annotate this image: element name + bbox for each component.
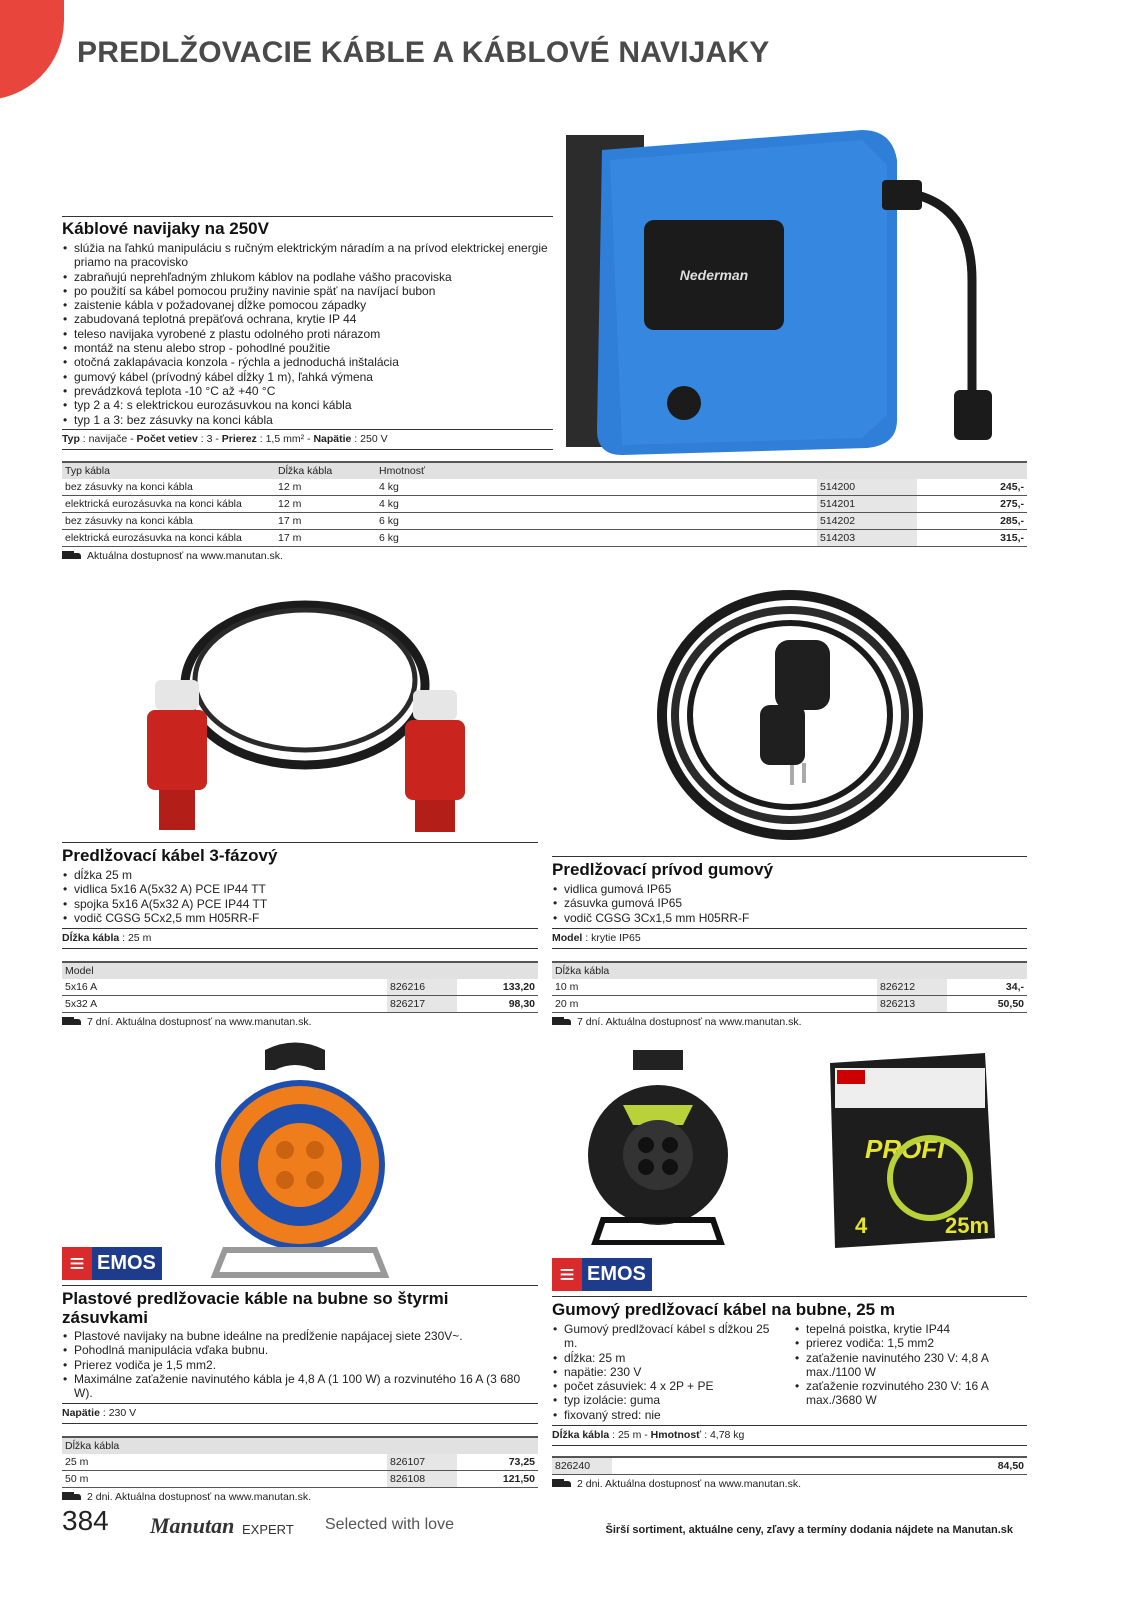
rubber-drum-availability: 2 dni. Aktuálna dostupnosť na www.manutan.sk. <box>552 1478 1027 1490</box>
list-item: • vodič CGSG 5Cx2,5 mm H05RR-F <box>62 911 538 925</box>
list-item: • Gumový predlžovací kábel s dĺžkou 25 m. <box>552 1322 782 1351</box>
list-item: • typ 2 a 4: s elektrickou eurozásuvkou na konci kábla <box>62 398 553 412</box>
table-row: 826240 84,50 <box>552 1457 1027 1475</box>
tagline: Selected with love <box>325 1516 454 1533</box>
three-phase-image <box>125 580 485 840</box>
list-item: • zásuvka gumová IP65 <box>552 896 1027 910</box>
three-phase-bullets <box>62 868 538 925</box>
plastic-drum-section <box>62 1247 538 1503</box>
corner-accent <box>0 0 64 100</box>
rubber-lead-section <box>552 856 1027 1028</box>
manutan-logo: Manutan <box>150 1513 235 1538</box>
column-header: Dĺžka kábla <box>552 962 1027 979</box>
list-item: • vidlica gumová IP65 <box>552 882 1027 896</box>
rubber-lead-image <box>650 585 930 845</box>
table-row: 25 m 826107 73,25 <box>62 1454 538 1471</box>
truck-icon <box>62 1492 82 1502</box>
reel-section <box>62 216 553 450</box>
product-box-image <box>825 1048 1000 1253</box>
cable-coil <box>185 605 425 765</box>
drum-sockets <box>258 1123 342 1207</box>
table-row: bez zásuvky na konci kábla 12 m 4 kg 514200 245,- <box>62 479 1027 496</box>
truck-icon <box>62 551 82 561</box>
emos-e-icon: ≡ <box>62 1247 92 1280</box>
rubber-drum-table <box>552 1456 1027 1475</box>
reel-brand: Nederman <box>679 267 749 283</box>
drum-handle <box>265 1043 325 1071</box>
rubber-drum-specs: Dĺžka kábla : 25 m - Hmotnosť : 4,78 kg <box>552 1425 1027 1446</box>
rubber-lead-availability: 7 dní. Aktuálna dostupnosť na www.manutan.sk. <box>552 1016 1027 1028</box>
list-item: • prevádzková teplota -10 °C až +40 °C <box>62 384 553 398</box>
table-row: 10 m 826212 34,- <box>552 979 1027 996</box>
list-item: • Maximálne zaťaženie navinutého kábla je 4,8 A (1 100 W) a rozvinutého 16 A (3 680 W). <box>62 1372 538 1401</box>
rubber-lead-table <box>552 961 1027 1013</box>
list-item: • tepelná poistka, krytie IP44 <box>794 1322 1004 1336</box>
list-item: • teleso navijaka vyrobené z plastu odolného proti nárazom <box>62 327 553 341</box>
table-row: 50 m 826108 121,50 <box>62 1471 538 1488</box>
reel-image <box>562 120 1030 460</box>
list-item: • vidlica 5x16 A(5x32 A) PCE IP44 TT <box>62 882 538 896</box>
list-item: • fixovaný stred: nie <box>552 1408 782 1422</box>
column-header: Model <box>62 962 538 979</box>
reel-knob <box>667 386 701 420</box>
list-item: • po použití sa kábel pomocou pružiny navinie späť na navíjací bubon <box>62 284 553 298</box>
column-header: Dĺžka kábla <box>275 462 376 479</box>
three-phase-section <box>62 842 538 1028</box>
column-header: Dĺžka kábla <box>62 1437 538 1454</box>
list-item: • Plastové navijaky na bubne ideálne na predĺženie napájacej siete 230V~. <box>62 1329 538 1343</box>
table-row: 5x16 A 826216 133,20 <box>62 979 538 996</box>
list-item: • zaťaženie rozvinutého 230 V: 16 A max./3680 W <box>794 1379 1004 1408</box>
right-plug <box>405 690 465 832</box>
table-row: elektrická eurozásuvka na konci kábla 17 m 6 kg 514203 315,- <box>62 530 1027 547</box>
list-item: • Prierez vodiča je 1,5 mm2. <box>62 1358 538 1372</box>
left-plug <box>147 680 207 830</box>
table-row: 20 m 826213 50,50 <box>552 995 1027 1012</box>
list-item: • napätie: 230 V <box>552 1365 782 1379</box>
reel-specs: Typ : navijače - Počet vetiev : 3 - Prierez : 1,5 mm² - Napätie : 250 V <box>62 429 553 450</box>
plastic-drum-title: Plastové predlžovacie káble na bubne so štyrmi zásuvkami <box>62 1289 449 1327</box>
reel-bullets <box>62 241 553 427</box>
list-item: • vodič CGSG 3Cx1,5 mm H05RR-F <box>552 911 1027 925</box>
footer-note: Širší sortiment, aktuálne ceny, zľavy a termíny dodania nájdete na Manutan.sk <box>605 1524 1013 1536</box>
column-header: Hmotnosť <box>376 462 817 479</box>
list-item: • počet zásuviek: 4 x 2P + PE <box>552 1379 782 1393</box>
rubber-drum-bullets <box>552 1322 1027 1422</box>
three-phase-title: Predlžovací kábel 3-fázový <box>62 846 278 865</box>
truck-icon <box>62 1017 82 1027</box>
list-item: • spojka 5x16 A(5x32 A) PCE IP44 TT <box>62 897 538 911</box>
list-item: • dĺžka 25 m <box>62 868 538 882</box>
plastic-drum-table <box>62 1436 538 1488</box>
reel-cable <box>917 195 972 390</box>
rubber-lead-specs: Model : krytie IP65 <box>552 928 1027 949</box>
list-item: • typ izolácie: guma <box>552 1393 782 1407</box>
plastic-drum-specs: Napätie : 230 V <box>62 1403 538 1424</box>
expert-label: EXPERT <box>242 1522 294 1537</box>
emos-logo: ≡ EMOS <box>552 1258 652 1291</box>
list-item: • Pohodlná manipulácia vďaka bubnu. <box>62 1343 538 1357</box>
reel-table-wrap <box>62 461 1027 562</box>
emos-logo: ≡ EMOS <box>62 1247 162 1280</box>
column-header: Typ kábla <box>62 462 275 479</box>
plastic-drum-bullets <box>62 1329 538 1400</box>
three-phase-availability: 7 dní. Aktuálna dostupnosť na www.manutan.sk. <box>62 1016 538 1028</box>
rubber-drum-section <box>552 1258 1027 1490</box>
list-item: • zaistenie kábla v požadovanej dĺžke pomocou západky <box>62 298 553 312</box>
rubber-drum-image <box>583 1045 733 1245</box>
three-phase-specs: Dĺžka kábla : 25 m <box>62 928 538 949</box>
reel-availability: Aktuálna dostupnosť na www.manutan.sk. <box>62 550 1027 562</box>
page-number: 384 <box>62 1505 109 1536</box>
list-item: • zabraňujú neprehľadným zhlukom káblov na podlahe vášho pracoviska <box>62 270 553 284</box>
list-item: • dĺžka: 25 m <box>552 1351 782 1365</box>
rubber-lead-bullets <box>552 882 1027 925</box>
rubber-lead-title: Predlžovací prívod gumový <box>552 860 774 879</box>
list-item: • prierez vodiča: 1,5 mm2 <box>794 1336 1004 1350</box>
truck-icon <box>552 1479 572 1489</box>
plastic-drum-image <box>205 1040 395 1280</box>
box-text: PROFI <box>865 1134 945 1164</box>
list-item: • zaťaženie navinutého 230 V: 4,8 A max./1100 W <box>794 1351 1004 1380</box>
box-text: 25m <box>945 1213 990 1238</box>
list-item: • gumový kábel (prívodný kábel dĺžky 1 m), ľahká výmena <box>62 370 553 384</box>
emos-e-icon: ≡ <box>552 1258 582 1291</box>
box-text: 4 <box>855 1213 868 1238</box>
list-item: • slúžia na ľahkú manipuláciu s ručným elektrickým náradím a na prívod elektrickej energie priamo na pracovisko <box>62 241 553 270</box>
reel-table <box>62 461 1027 547</box>
rubber-drum-title: Gumový predlžovací kábel na bubne, 25 m <box>552 1300 895 1319</box>
list-item: • otočná zaklapávacia konzola - rýchla a jednoduchá inštalácia <box>62 355 553 369</box>
list-item: • montáž na stenu alebo strop - pohodlné použitie <box>62 341 553 355</box>
list-item: • zabudovaná teplotná prepäťová ochrana, krytie IP 44 <box>62 312 553 326</box>
plug <box>760 705 805 765</box>
plastic-drum-availability: 2 dni. Aktuálna dostupnosť na www.manutan.sk. <box>62 1491 538 1503</box>
table-row: 5x32 A 826217 98,30 <box>62 996 538 1013</box>
list-item: • typ 1 a 3: bez zásuvky na konci kábla <box>62 413 553 427</box>
truck-icon <box>552 1017 572 1027</box>
three-phase-table <box>62 961 538 1013</box>
socket <box>775 640 830 710</box>
page-title: PREDLŽOVACIE KÁBLE A KÁBLOVÉ NAVIJAKY <box>77 36 770 69</box>
reel-socket <box>954 390 992 440</box>
table-row: bez zásuvky na konci kábla 17 m 6 kg 514202 285,- <box>62 513 1027 530</box>
reel-title: Káblové navijaky na 250V <box>62 219 269 238</box>
table-row: elektrická eurozásuvka na konci kábla 12 m 4 kg 514201 275,- <box>62 496 1027 513</box>
